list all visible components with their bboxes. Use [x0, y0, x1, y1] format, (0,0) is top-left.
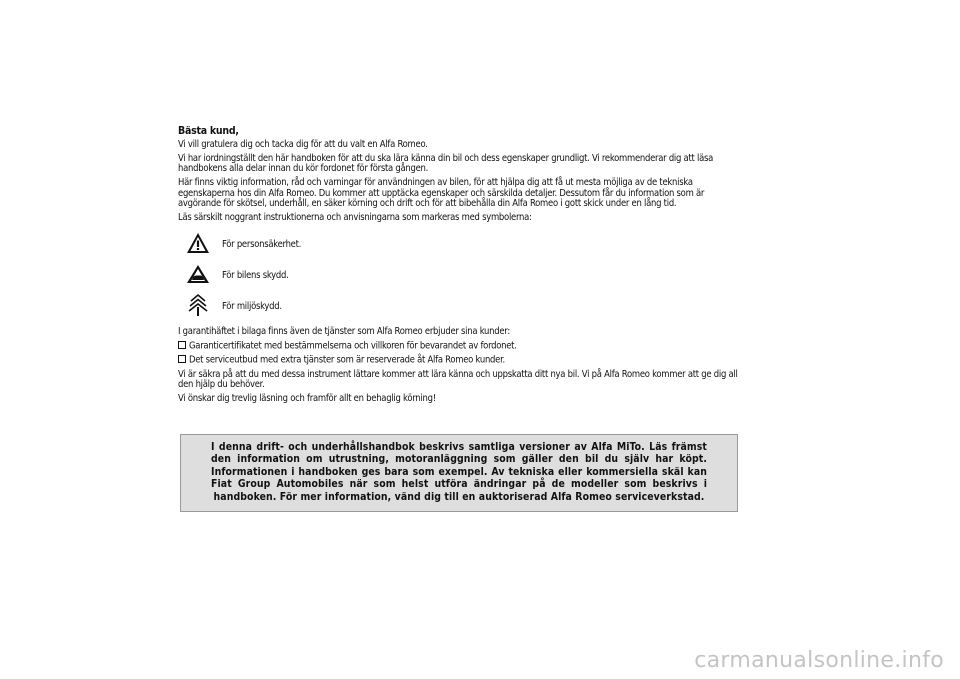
watermark: carmanualsonline.info [694, 648, 944, 673]
environment-tree-icon [184, 292, 212, 318]
list-item-text: Garanticertifikatet med bestämmelserna och villkoren för bevarandet av fordonet. [189, 340, 517, 352]
list-item-text: Det serviceutbud med extra tjänster som är reserverade åt Alfa Romeo kunder. [189, 354, 505, 366]
notice-box: I denna drift- och underhållshandbok beskrivs samtliga versioner av Alfa MiTo. Läs främst den information om utrustning, motoranläggning som gäller den bil du själv har köpt. Informationen i handboken ges bara som exempel. Av tekniska eller kommersiella skäl kan Fiat Group Automobiles när som helst utföra ändringar på de modeller som beskrivs i handboken. För mer information, vänd dig till en auktoriserad Alfa Romeo serviceverkstad. [180, 434, 738, 512]
paragraph-congratulations: Vi vill gratulera dig och tacka dig för att du valt en Alfa Romeo. [178, 138, 428, 150]
paragraph-warranty-intro: I garantihäftet i bilaga finns även de tjänster som Alfa Romeo erbjuder sina kunder: [178, 325, 510, 337]
symbol-label-environment: För miljöskydd. [222, 301, 282, 313]
paragraph-closing-wishes: Vi önskar dig trevlig läsning och framför allt en behaglig körning! [178, 393, 436, 405]
symbol-row-car-protection [184, 259, 740, 290]
list-item [178, 355, 740, 366]
symbol-legend [178, 228, 740, 321]
paragraph-important-info: Här finns viktig information, råd och varningar för användningen av bilen, för att hjälpa dig att få ut mesta möjliga av de tekniska egenskaperna hos din Alfa Romeo. Du kommer att upptäcka egenskaper och särskilda detaljer. Dessutom får du information som är avgörande för skötsel, underhåll, en säker körning och drift och för att bibehålla din Alfa Romeo i gott skick under en lång tid. [178, 177, 705, 210]
salutation: Bästa kund, [178, 125, 239, 137]
letter-body [178, 126, 740, 408]
paragraph-closing-help: Vi är säkra på att du med dessa instrument lättare kommer att lära känna och uppskatta ditt nya bil. Vi på Alfa Romeo kommer att ge dig all den hjälp du behöver. [178, 368, 738, 391]
paragraph-handbook-purpose: Vi har iordningställt den här handboken för att du ska lära känna din bil och dess egenskaper grundligt. Vi rekommenderar dig att läsa handbokens alla delar innan du kör fordonet för första gången. [178, 152, 714, 175]
list-item [178, 341, 740, 352]
warning-triangle-icon [184, 230, 212, 256]
checkbox-bullet-icon [178, 341, 186, 349]
symbol-label-car-protection: För bilens skydd. [222, 270, 289, 282]
checkbox-bullet-icon [178, 355, 186, 363]
symbol-label-personal-safety: För personsäkerhet. [222, 239, 302, 251]
paragraph-symbols-intro: Läs särskilt noggrant instruktionerna och anvisningarna som markeras med symbolerna: [178, 212, 532, 224]
symbol-row-personal-safety [184, 228, 740, 259]
car-protection-icon [184, 261, 212, 287]
symbol-row-environment [184, 290, 740, 321]
